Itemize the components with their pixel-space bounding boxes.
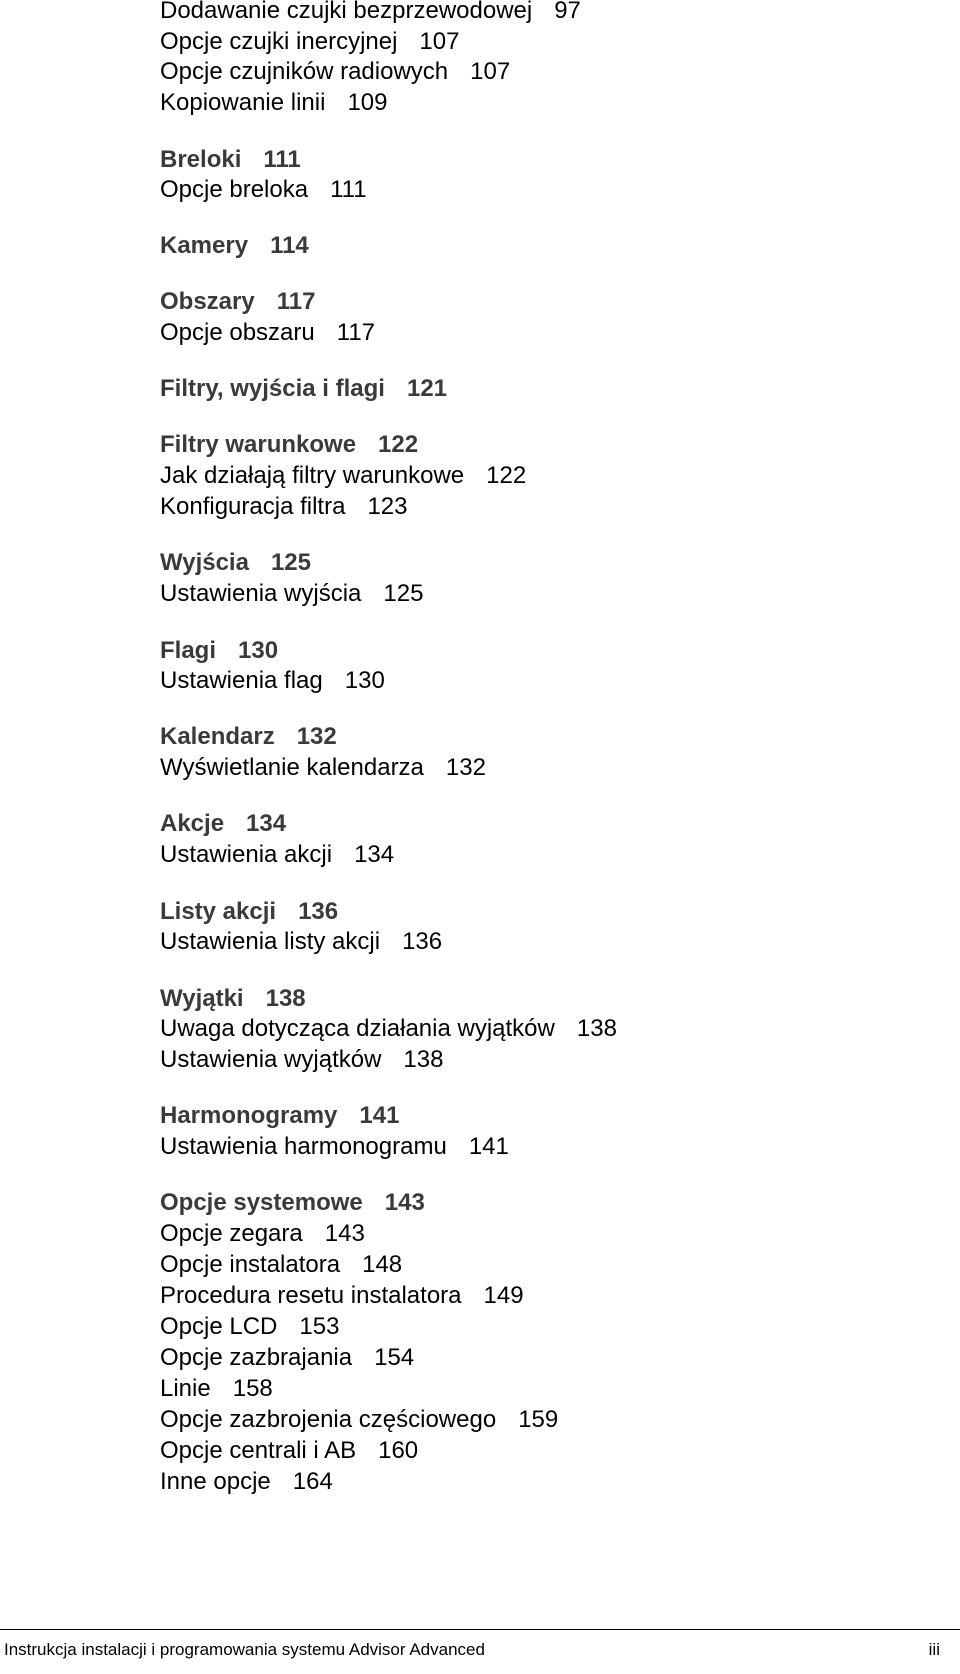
toc-entry-title: Kalendarz [160,723,275,750]
toc-entry [160,722,337,752]
toc-entry-title: Flagi [160,637,217,664]
toc-entry-page: 111 [330,176,367,203]
toc-entry [160,1281,524,1311]
toc-entry-page: 117 [276,288,316,315]
toc-entry-page: 164 [292,1468,333,1495]
toc-entry [160,27,459,57]
toc-entry [160,374,447,404]
toc-entry [160,1312,339,1342]
toc-entry-title: Linie [160,1375,211,1402]
toc-entry [160,927,442,957]
toc-entry-title: Ustawienia wyjątków [160,1046,382,1073]
toc-entry-title: Kopiowanie linii [160,89,326,116]
toc-entry [160,840,394,870]
toc-entry-page: 160 [378,1437,419,1464]
toc-entry-page: 109 [347,89,388,116]
toc-entry-page: 159 [518,1406,559,1433]
toc-entry [160,636,278,666]
toc-entry [160,318,375,348]
toc-entry-title: Ustawienia flag [160,667,323,694]
toc-entry-page: 153 [299,1313,340,1340]
toc-entry [160,984,306,1014]
toc-entry-title: Opcje breloka [160,176,309,203]
toc-entry-page: 132 [445,754,486,781]
toc-entry-page: 97 [554,0,581,24]
toc-entry-title: Opcje zazbrajania [160,1344,353,1371]
toc-entry-title: Dodawanie czujki bezprzewodowej [160,0,533,24]
toc-entry [160,0,581,26]
toc-entry-page: 143 [384,1189,425,1216]
toc-entry [160,492,407,522]
toc-entry-title: Inne opcje [160,1468,271,1495]
footer-document-title: Instrukcja instalacji i programowania systemu Advisor Advanced [4,1640,485,1659]
toc-entry-page: 114 [270,232,309,259]
toc-entry [160,897,338,927]
toc-entry-page: 154 [374,1344,415,1371]
toc-entry-title: Ustawienia wyjścia [160,580,362,607]
toc-entry-title: Opcje zazbrojenia częściowego [160,1406,497,1433]
toc-entry-title: Ustawienia akcji [160,841,333,868]
toc-entry-title: Opcje systemowe [160,1189,363,1216]
toc-entry [160,1132,509,1162]
toc-entry [160,666,385,696]
toc-entry [160,1467,333,1497]
toc-entry-page: 136 [298,898,339,925]
toc-entry-page: 125 [270,549,311,576]
toc-entry-title: Opcje centrali i AB [160,1437,357,1464]
toc-entry-title: Ustawienia listy akcji [160,928,381,955]
toc-entry [160,579,423,609]
toc-entry-page: 107 [470,58,511,85]
toc-entry-title: Ustawienia harmonogramu [160,1133,447,1160]
toc-entry-page: 138 [403,1046,444,1073]
toc-entry-title: Uwaga dotycząca działania wyjątków [160,1015,555,1042]
toc-entry [160,88,387,118]
toc-entry-title: Wyjścia [160,549,249,576]
toc-entry-page: 149 [483,1282,524,1309]
toc-entry-title: Harmonogramy [160,1102,338,1129]
toc-entry-title: Opcje LCD [160,1313,278,1340]
toc-entry-page: 125 [383,580,424,607]
toc-entry-page: 123 [367,493,408,520]
toc-entry-page: 134 [354,841,395,868]
toc-entry-page: 111 [263,146,301,173]
toc-entry-page: 148 [362,1251,403,1278]
toc-entry-page: 122 [378,431,419,458]
toc-entry [160,1374,273,1404]
toc-entry-page: 130 [238,637,279,664]
toc-entry-title: Wyświetlanie kalendarza [160,754,424,781]
toc-entry-title: Konfiguracja filtra [160,493,346,520]
toc-entry-page: 143 [324,1220,365,1247]
toc-entry-title: Opcje czujników radiowych [160,58,449,85]
toc-entry [160,1014,617,1044]
toc-entry-title: Obszary [160,288,255,315]
toc-entry-page: 132 [296,723,337,750]
toc-entry-page: 107 [419,28,460,55]
toc-entry-page: 141 [359,1102,400,1129]
toc-entry [160,1405,558,1435]
toc-entry-title: Akcje [160,810,225,837]
toc-entry-page: 122 [486,462,527,489]
toc-entry-page: 158 [232,1375,273,1402]
toc-entry [160,1101,399,1131]
toc-entry-title: Opcje czujki inercyjnej [160,28,398,55]
toc-entry-title: Procedura resetu instalatora [160,1282,462,1309]
toc-entry-page: 138 [265,985,306,1012]
toc-entry [160,430,418,460]
toc-entry-title: Opcje instalatora [160,1251,341,1278]
toc-entry-title: Jak działają filtry warunkowe [160,462,465,489]
toc-entry-title: Opcje obszaru [160,319,315,346]
toc-entry-page: 141 [468,1133,509,1160]
toc-entry [160,1343,414,1373]
toc-entry [160,1219,365,1249]
toc-entry [160,57,510,87]
toc-entry [160,287,315,317]
toc-entry [160,548,311,578]
footer-page-number: iii [928,1640,940,1659]
toc-entry [160,1188,425,1218]
toc-entry-title: Listy akcji [160,898,277,925]
toc-entry-page: 117 [336,319,376,346]
toc-entry-page: 134 [246,810,287,837]
page-footer [0,1629,960,1670]
toc-entry-title: Wyjątki [160,985,244,1012]
toc-entry-page: 130 [344,667,385,694]
toc-entry [160,753,486,783]
toc-entry [160,461,526,491]
toc-entry [160,809,286,839]
toc-entry-title: Opcje zegara [160,1220,303,1247]
toc-entry-page: 136 [402,928,443,955]
toc-entry-title: Filtry warunkowe [160,431,357,458]
toc-entry [160,1250,402,1280]
toc-entry [160,1436,418,1466]
toc-entry [160,1045,443,1075]
toc-entry [160,175,367,205]
toc-entry-title: Breloki [160,146,242,173]
toc-entry-title: Kamery [160,232,249,259]
toc-entry [160,145,301,175]
toc-entry-page: 138 [576,1015,617,1042]
toc-entry-title: Filtry, wyjścia i flagi [160,375,385,402]
toc-entry-page: 121 [406,375,448,402]
toc-entry [160,231,309,261]
